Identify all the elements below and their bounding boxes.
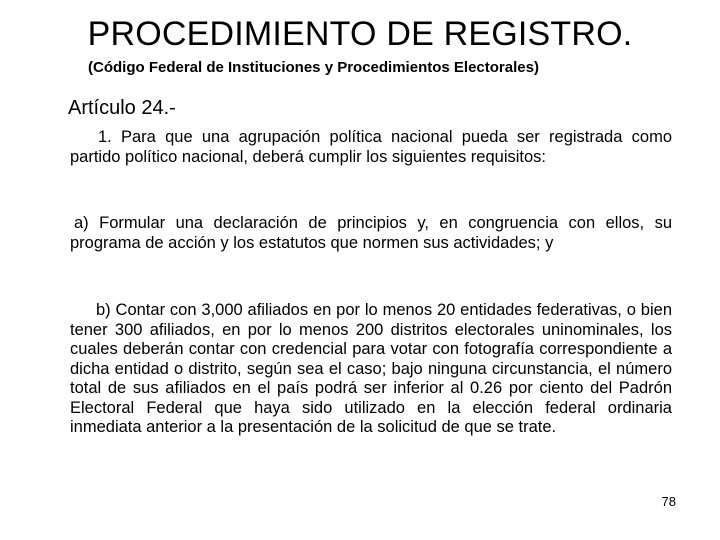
page-title: PROCEDIMIENTO DE REGISTRO. xyxy=(87,15,633,53)
subtitle: (Código Federal de Instituciones y Procedimientos Electorales) xyxy=(88,59,539,76)
article-heading: Artículo 24.- xyxy=(68,97,176,119)
paragraph-b: b) Contar con 3,000 afiliados en por lo menos 20 entidades federativas, o bien tener 300 afiliados, en por lo menos 200 distritos electorales uninominales, los cuales deberán contar con credencial para votar con fotografía correspondiente a dicha entidad o distrito, según sea el caso; bajo ninguna circunstancia, el número total de sus afiliados en el país podrá ser inferior al 0.26 por ciento del Padrón Electoral Federal que haya sido utilizado en la elección federal ordinaria inmediata anterior a la presentación de la solicitud de que se trate. xyxy=(70,301,672,436)
page-number: 78 xyxy=(661,494,676,509)
paragraph-a: a) Formular una declaración de principios y, en congruencia con ellos, su programa de acción y los estatutos que normen sus actividades; y xyxy=(70,214,672,252)
paragraph-1: 1. Para que una agrupación política nacional pueda ser registrada como partido político nacional, deberá cumplir los siguientes requisitos: xyxy=(70,128,672,166)
